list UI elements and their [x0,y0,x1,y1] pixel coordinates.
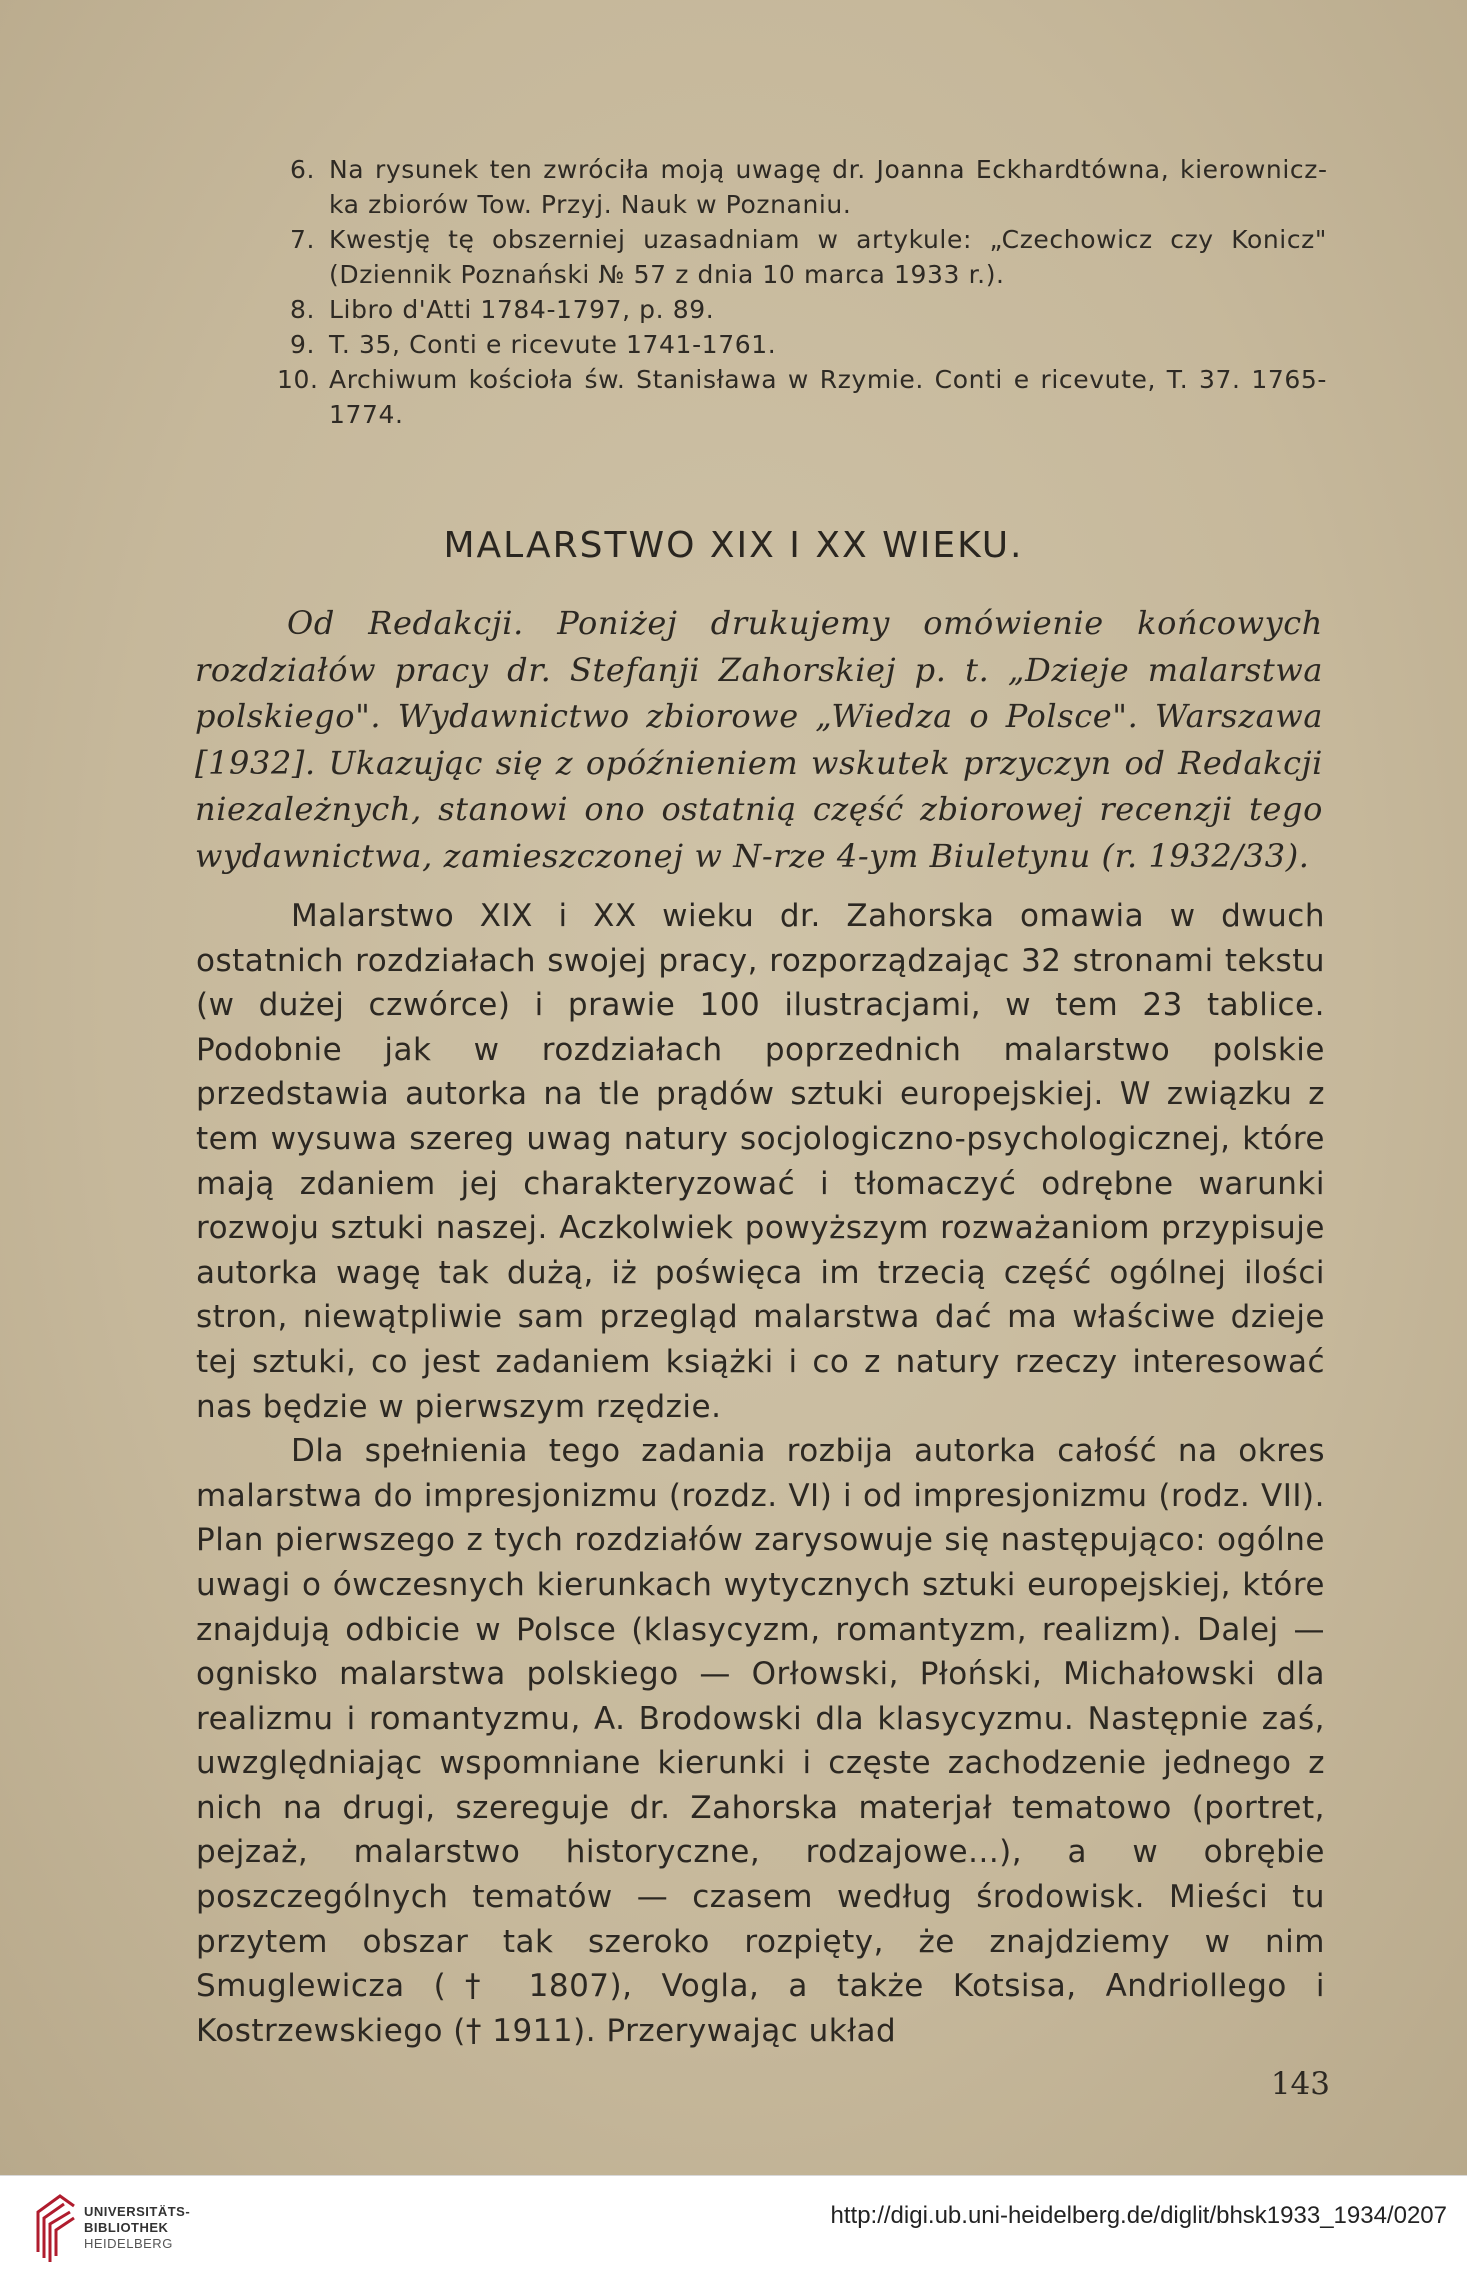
footnote-number: 10. [277,365,319,394]
body-paragraph: Malarstwo XIX i XX wieku dr. Zahorska omawia w dwuch ostatnich rozdziałach swojej pracy, rozporządzając 32 stronami tekstu (w dużej czwórce) i prawie 100 ilustracjami, w tem 23 tablice. Podobnie jak w rozdziałach poprzednich malarstwo polskie przedstawia autorka na tle prądów sztuki europejskiej. W związku z tem wysuwa szereg uwag natury socjologiczno-psychologicznej, które mają zdaniem jej charakteryzować i tłomaczyć odrębne warunki rozwoju sztuki naszej. Aczkolwiek powyższym rozważaniom przypisuje autorka wagę tak dużą, iż poświęca im trzecią część ogólnej ilości stron, niewątpliwie sam przegląd malarstwa dać ma właściwe dzieje tej sztuki, co jest zadaniem książki i co z natury rzeczy interesować nas będzie w pierwszym rzędzie. [196,898,1325,1425]
footnote [277,327,1327,362]
editorial-note: Od Redakcji. Poniżej drukujemy omówienie końcowych rozdziałów pracy dr. Stefanji Zahorskiej p. t. „Dzieje malarstwa polskiego". Wydawnictwo zbiorowe „Wiedza o Polsce". Warszawa [1932]. Ukazując się z opóźnieniem wskutek przyczyn od Redakcji niezależnych, stanowi ono ostatnią część zbiorowej recenzji tego wydawnictwa, zamieszczonej w N-rze 4-ym Biuletynu (r. 1932/33). [195,604,1323,875]
footnote [277,222,1327,292]
logo-line: BIBLIOTHEK [84,2220,169,2235]
footnote [277,152,1327,222]
source-url-link[interactable]: http://digi.ub.uni-heidelberg.de/diglit/bhsk1933_1934/0207 [830,2202,1447,2229]
library-logo-icon [34,2192,78,2264]
footnotes [277,152,1327,432]
footnote-number: 7. [289,225,315,254]
footnote-text: Archiwum kościoła św. Stanisława w Rzymie. Conti e ricevute, T. 37. 1765-1774. [329,365,1327,429]
article-body [196,894,1325,2053]
footnote-number: 8. [289,295,315,324]
body-paragraph: Dla spełnienia tego zadania rozbija autorka całość na okres malarstwa do impresjonizmu (rozdz. VI) i od impresjonizmu (rodz. VII). Plan pierwszego z tych rozdziałów zarysowuje się następująco: ogólne uwagi o ówczesnych kierunkach wytycznych sztuki europejskiej, które znajdują odbicie w Polsce (klasycyzm, romantyzm, realizm). Dalej — ognisko malarstwa polskiego — Orłowski, Płoński, Michałowski dla realizmu i romantyzmu, A. Brodowski dla klasycyzmu. Następnie zaś, uwzględniając wspomniane kierunki i częste zachodzenie jednego z nich na drugi, szereguje dr. Zahorska materjał tematowo (portret, pejzaż, malarstwo historyczne, rodzajowe...), a w obrębie poszczególnych tematów — czasem według środowisk. Mieści tu przytem obszar tak szeroko rozpięty, że znajdziemy w nim Smuglewicza († 1807), Vogla, a także Kotsisa, Andriollego i Kostrzewskiego († 1911). Przerywając układ [196,1433,1325,2049]
logo-line: HEIDELBERG [84,2236,173,2251]
logo-line: UNIVERSITÄTS- [84,2204,191,2219]
footnote-text: Libro d'Atti 1784-1797, p. 89. [329,295,715,324]
footnote-text: T. 35, Conti e ricevute 1741-1761. [329,330,777,359]
footnote-number: 6. [289,155,315,184]
footnote-text: Kwestję tę obszerniej uzasadniam w artykule: „Czechowicz czy Konicz" (Dziennik Poznański № 57 z dnia 10 marca 1933 r.). [329,225,1327,289]
library-logo-text [84,2204,190,2252]
footnote [277,362,1327,432]
library-footer [0,2175,1467,2282]
footnote [277,292,1327,327]
footnote-number: 9. [289,330,315,359]
section-heading: MALARSTWO XIX I XX WIEKU. [443,525,1024,566]
page-number: 143 [1270,2066,1330,2102]
footnote-text: Na rysunek ten zwróciła moją uwagę dr. Joanna Eckhardtówna, kierowniczka zbiorów Tow. Przyj. Nauk w Poznaniu. [329,155,1327,219]
